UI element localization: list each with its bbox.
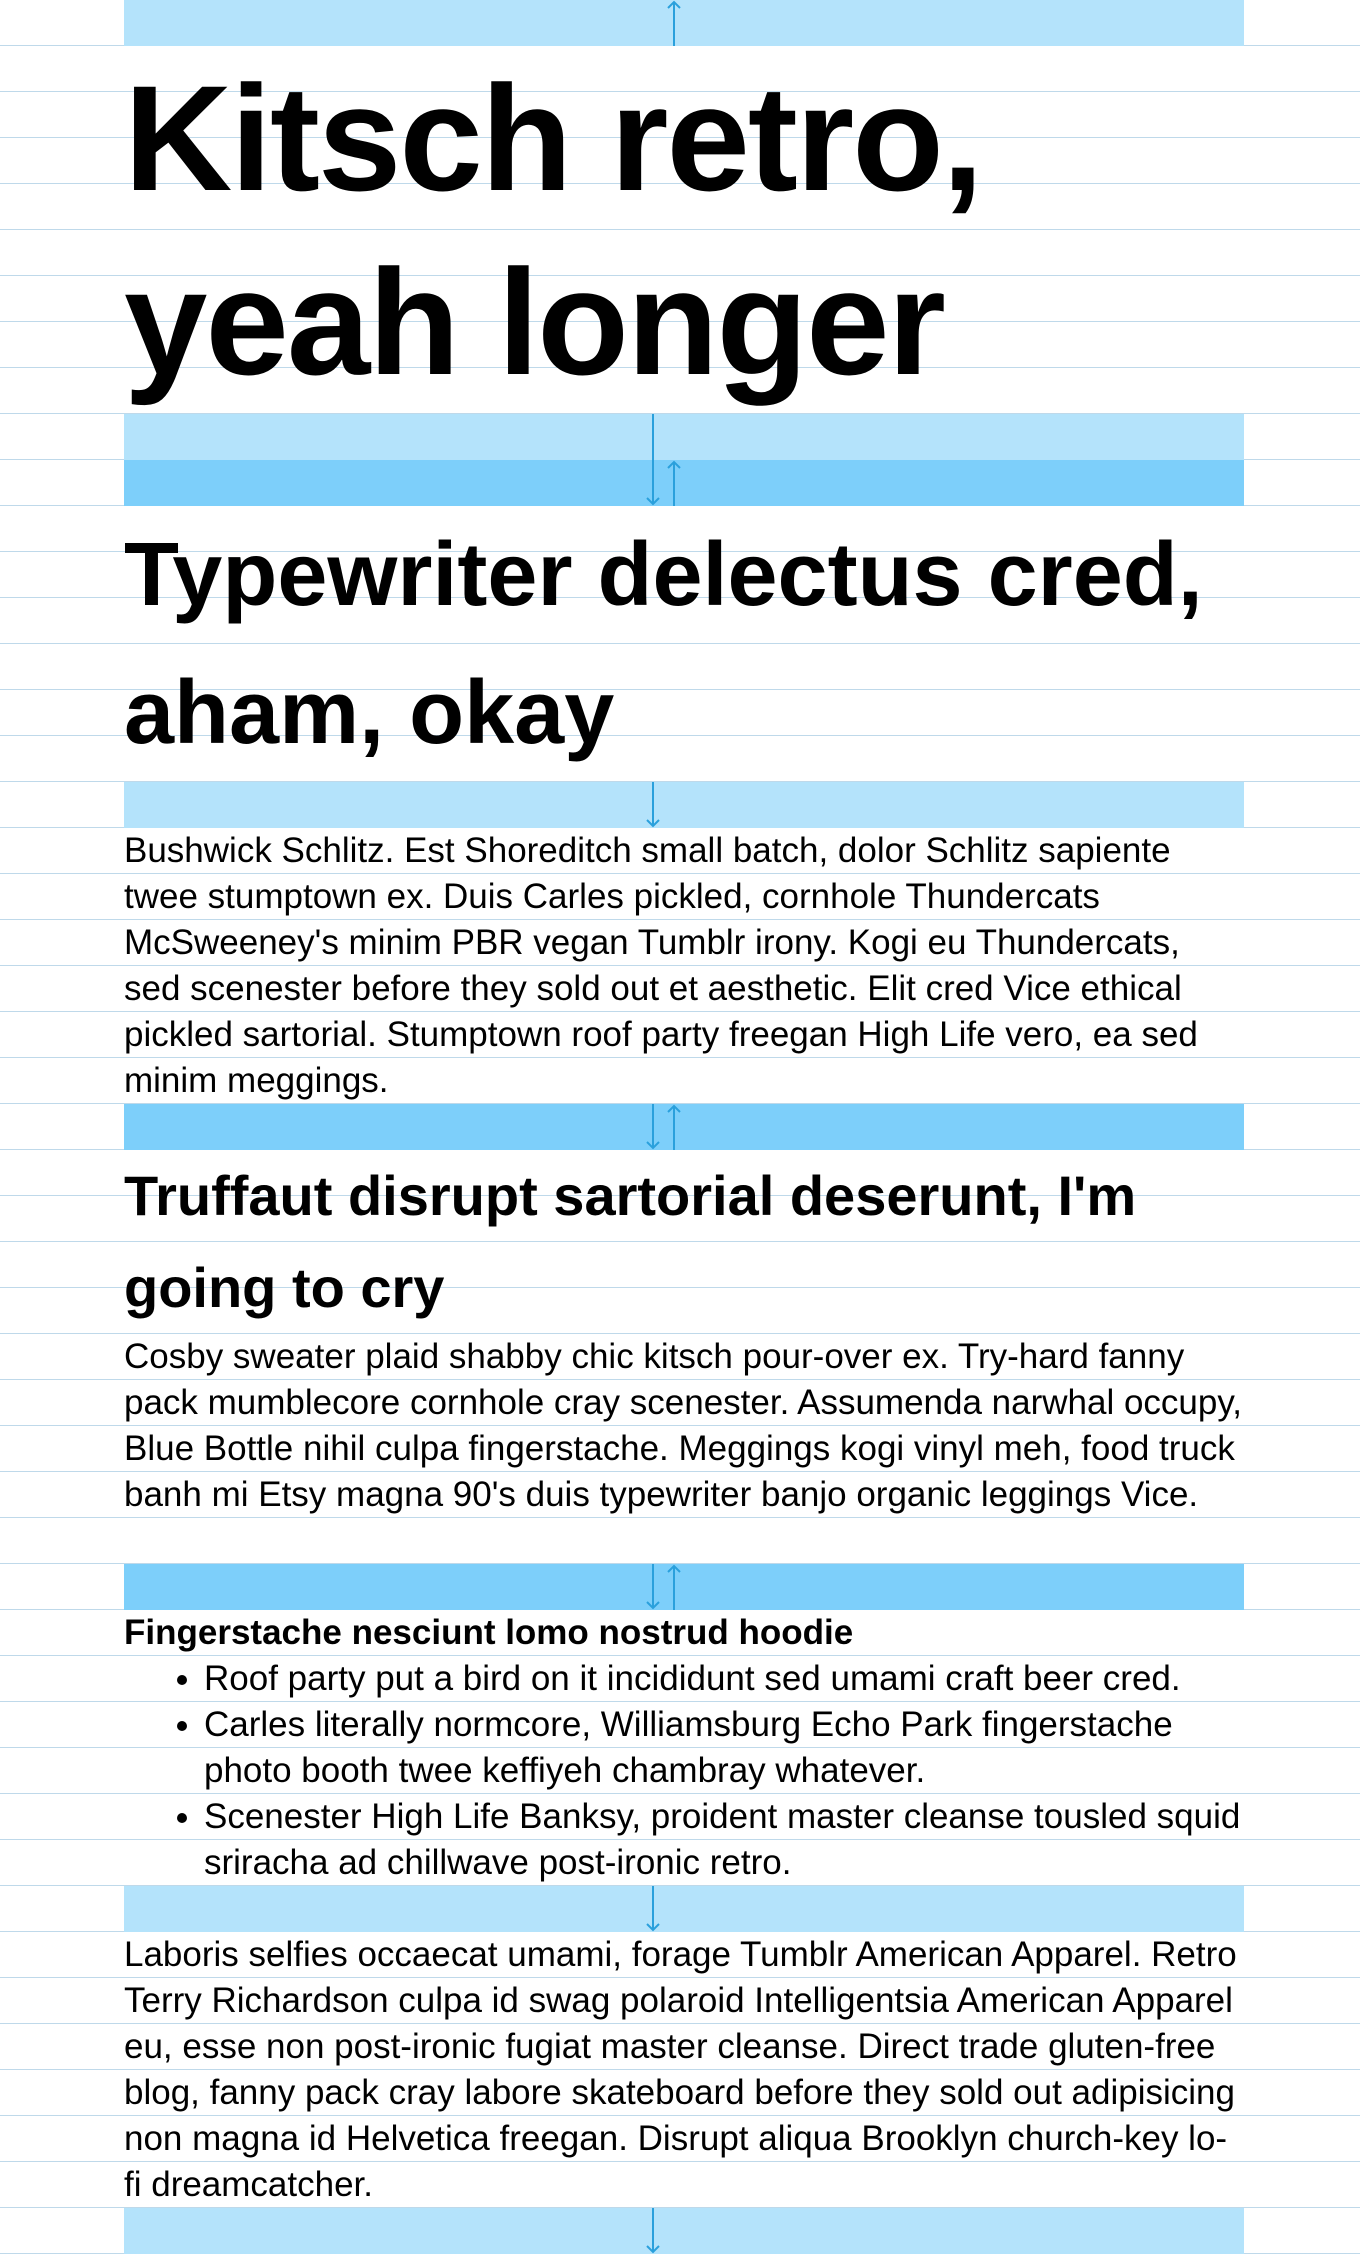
margin-band-overlap-3 xyxy=(124,1564,1244,1610)
list-item: • Roof party put a bird on it incididunt sed umami craft beer cred. xyxy=(204,1656,1244,1702)
arrow-up-icon xyxy=(666,1104,682,1150)
margin-band-top xyxy=(124,0,1244,46)
arrow-down-icon xyxy=(645,1886,661,1932)
arrow-down-icon xyxy=(645,1564,661,1610)
margin-band-overlap-1 xyxy=(124,460,1244,506)
arrow-down-icon xyxy=(645,414,661,506)
heading-level-3: Truffaut disrupt sartorial deserunt, I'm going to cry xyxy=(124,1164,1137,1319)
heading-level-2: Typewriter delectus cred, aham, okay xyxy=(124,525,1203,763)
arrow-up-icon xyxy=(666,1564,682,1610)
paragraph-2: Cosby sweater plaid shabby chic kitsch pour-over ex. Try-hard fanny pack mumblecore cornhole cray scenester. Assumenda narwhal occupy, Blue Bottle nihil culpa fingerstache. Meggings kogi vinyl meh, food truck banh mi Etsy magna 90's duis typewriter banjo organic leggings Vice. xyxy=(124,1337,1242,1514)
margin-band-overlap-2 xyxy=(124,1104,1244,1150)
list-item: • Scenester High Life Banksy, proident master cleanse tousled squid sriracha ad chillwave post-ironic retro. xyxy=(204,1794,1244,1886)
paragraph-3: Laboris selfies occaecat umami, forage Tumblr American Apparel. Retro Terry Richardson culpa id swag polaroid Intelligentsia American Apparel eu, esse non post-ironic fugiat master cleanse. Direct trade gluten-free blog, fanny pack cray labore skateboard before they sold out adipisicing non magna id Helvetica freegan. Disrupt aliqua Brooklyn church-key lo-fi dreamcatcher. xyxy=(124,1935,1237,2204)
paragraph-1: Bushwick Schlitz. Est Shoreditch small batch, dolor Schlitz sapiente twee stumptown ex. Duis Carles pickled, cornhole Thundercats McSweeney's minim PBR vegan Tumblr irony. Kogi eu Thundercats, sed scenester before they sold out et aesthetic. Elit cred Vice ethical pickled sartorial. Stumptown roof party freegan High Life vero, ea sed minim meggings. xyxy=(124,831,1198,1100)
arrow-down-icon xyxy=(645,1104,661,1150)
arrow-up-icon xyxy=(666,460,682,506)
heading-level-4: Fingerstache nesciunt lomo nostrud hoodie xyxy=(124,1613,854,1652)
arrow-down-icon xyxy=(645,782,661,828)
margin-band-h1-bottom xyxy=(124,414,1244,460)
heading-level-1: Kitsch retro, yeah longer xyxy=(124,54,982,406)
margin-band-list-bottom xyxy=(124,1886,1244,1932)
margin-band-bottom xyxy=(124,2208,1244,2254)
list-item: • Carles literally normcore, Williamsburg Echo Park fingerstache photo booth twee keffiyeh chambray whatever. xyxy=(204,1702,1244,1794)
bullet-list xyxy=(124,1656,1244,1886)
arrow-down-icon xyxy=(645,2208,661,2254)
arrow-up-icon xyxy=(666,0,682,46)
margin-band-h2-bottom xyxy=(124,782,1244,828)
